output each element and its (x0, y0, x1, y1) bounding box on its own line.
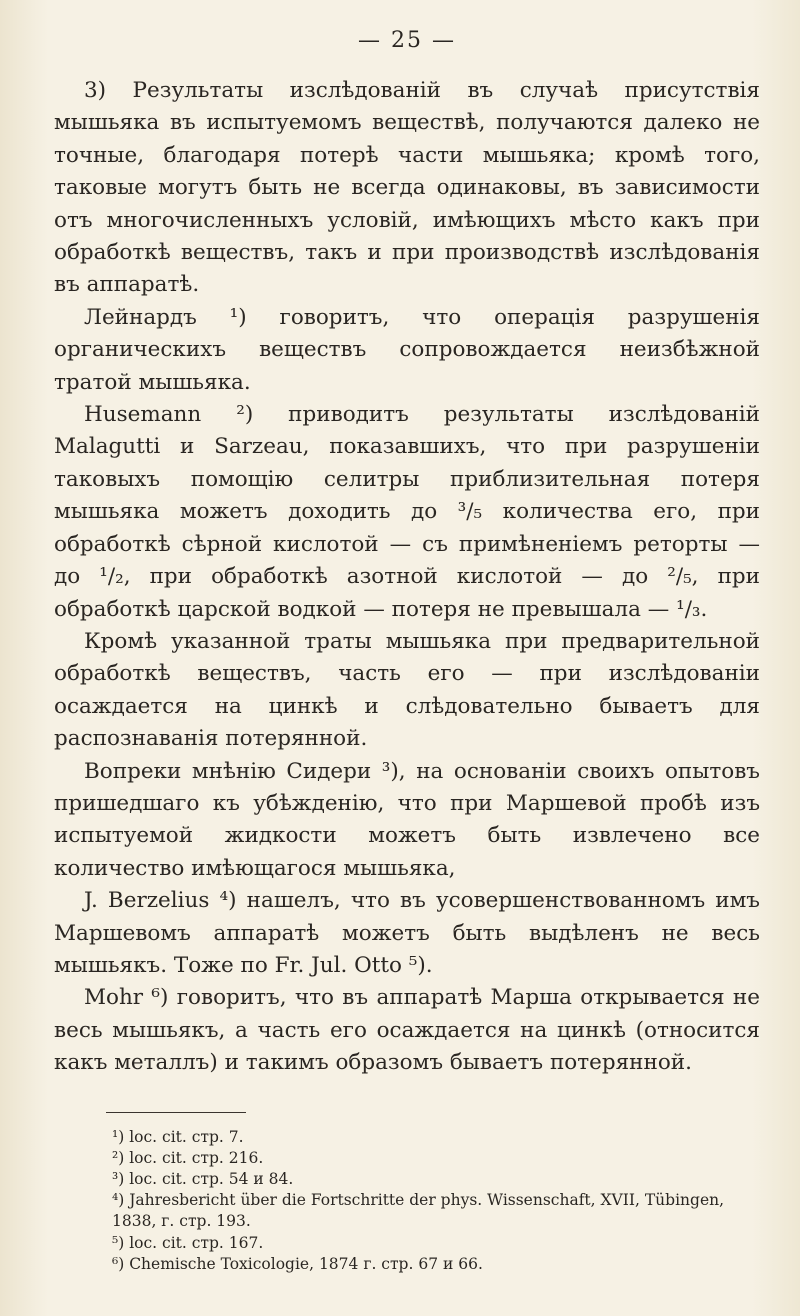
footnotes (54, 1127, 760, 1275)
footnote: ⁴) Jahresbericht über die Fortschritte der phys. Wissenschaft, XVII, Tübingen, 1838, г. стр. 193. (112, 1191, 725, 1231)
paragraph-zinc-loss: Кромѣ указанной траты мышьяка при предварительной обработкѣ веществъ, часть его — при изслѣдованіи осаждается на цинкѣ и слѣдовательно бываетъ для распознаванія потерянной. (54, 628, 760, 752)
footnote: ⁵) loc. cit. стр. 167. (112, 1233, 264, 1252)
paragraph-results: 3) Результаты изслѣдованій въ случаѣ присутствія мышьяка въ испытуемомъ веществѣ, получаются далеко не точные, благодаря потерѣ части мышьяка; кромѣ того, таковые могутъ быть не всегда одинаковы, въ зависимости отъ многочисленныхъ условій, имѣющихъ мѣсто какъ при обработкѣ веществъ, такъ и при производствѣ изслѣдованія въ аппаратѣ. (54, 78, 760, 298)
footnote-divider (106, 1112, 246, 1113)
body-text (54, 75, 760, 1080)
paragraph-berzelius: J. Berzelius ⁴) нашелъ, что въ усовершенствованномъ имъ Маршевомъ аппаратѣ можетъ быть выдѣленъ не весь мышьякъ. Тоже по Fr. Jul. Otto ⁵). (54, 888, 760, 978)
paragraph-leynard: Лейнардъ ¹) говоритъ, что операція разрушенія органическихъ веществъ сопровождается неизбѣжной тратой мышьяка. (54, 304, 760, 395)
footnote: ⁶) Chemische Toxicologie, 1874 г. стр. 67 и 66. (112, 1254, 483, 1273)
paragraph-mohr: Mohr ⁶) говоритъ, что въ аппаратѣ Марша открывается не весь мышьякъ, а часть его осаждается на цинкѣ (относится какъ металлъ) и такимъ образомъ бываетъ потерянной. (54, 985, 760, 1076)
paragraph-husemann: Husemann ²) приводитъ результаты изслѣдованій Malagutti и Sarzeau, показавшихъ, что при разрушеніи таковыхъ помощію селитры приблизительная потеря мышьяка можетъ доходить до ³/₅ количества его, при обработкѣ сѣрной кислотой — съ примѣненіемъ реторты — до ¹/₂, при обработкѣ азотной кислотой — до ²/₅, при обработкѣ царской водкой — потеря не превышала — ¹/₃. (54, 402, 760, 622)
page-number: — 25 — (358, 28, 456, 53)
footnote: ²) loc. cit. стр. 216. (112, 1148, 264, 1167)
paragraph-sideri: Вопреки мнѣнію Сидери ³), на основаніи своихъ опытовъ пришедшаго къ убѣжденію, что при Маршевой пробѣ изъ испытуемой жидкости можетъ быть извлечено все количество имѣющагося мышьяка, (54, 758, 760, 881)
footnote: ¹) loc. cit. стр. 7. (112, 1127, 244, 1146)
footnote: ³) loc. cit. стр. 54 и 84. (112, 1170, 294, 1188)
